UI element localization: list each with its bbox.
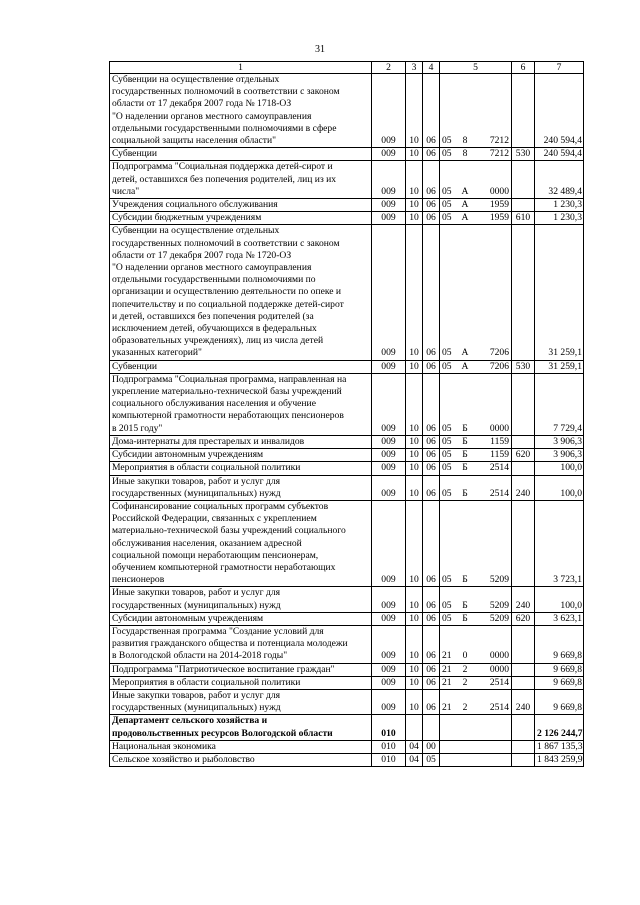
section-code: 10 xyxy=(406,435,423,448)
expense-type-code: 530 xyxy=(512,360,535,373)
target-article-part: 05 xyxy=(442,462,452,474)
admin-code: 009 xyxy=(372,475,406,500)
amount: 1 230,3 xyxy=(535,199,584,212)
target-article-part: 05 xyxy=(442,487,452,499)
amount: 240 594,4 xyxy=(535,74,584,148)
expense-type-code: 610 xyxy=(512,212,535,225)
amount: 1 230,3 xyxy=(535,212,584,225)
admin-code: 010 xyxy=(372,715,406,740)
section-code: 10 xyxy=(406,449,423,462)
section-code: 10 xyxy=(406,676,423,689)
header-row xyxy=(110,62,584,74)
section-code: 10 xyxy=(406,360,423,373)
target-article-part: 21 xyxy=(442,663,452,675)
target-article-part: Б xyxy=(462,612,468,624)
amount: 2 126 244,7 xyxy=(535,715,584,740)
target-article-part: 7212 xyxy=(489,148,509,160)
section-code: 10 xyxy=(406,199,423,212)
target-article-part: 2 xyxy=(462,663,468,675)
expense-type-code: 620 xyxy=(512,449,535,462)
target-article-part: Б xyxy=(462,462,468,474)
target-article-part: 5209 xyxy=(489,599,509,611)
admin-code: 009 xyxy=(372,199,406,212)
table-row xyxy=(110,161,584,199)
expense-type-code xyxy=(512,625,535,663)
admin-code: 009 xyxy=(372,373,406,435)
target-article-part: 2514 xyxy=(489,462,509,474)
row-name: Подпрограмма "Социальная поддержка детей-сирот и детей, оставшихся без попечения родителей, лиц из их числа" xyxy=(110,161,372,199)
row-name: Мероприятия в области социальной политики xyxy=(110,462,372,475)
page-number: 31 xyxy=(315,44,325,55)
target-article-code xyxy=(440,663,512,676)
amount: 1 867 135,3 xyxy=(535,740,584,753)
target-article-code xyxy=(440,225,512,360)
target-article-part: 0 xyxy=(462,650,468,662)
section-code: 04 xyxy=(406,753,423,766)
section-code: 10 xyxy=(406,148,423,161)
row-name: Субсидии автономным учреждениям xyxy=(110,449,372,462)
table-row xyxy=(110,753,584,766)
table-row xyxy=(110,500,584,586)
target-article-code xyxy=(440,360,512,373)
target-article-part: Б xyxy=(462,487,468,499)
table-row xyxy=(110,148,584,161)
table-row xyxy=(110,475,584,500)
admin-code: 009 xyxy=(372,225,406,360)
header-cell: 3 xyxy=(406,62,423,74)
amount: 3 723,1 xyxy=(535,500,584,586)
subsection-code: 05 xyxy=(423,753,440,766)
expense-type-code: 240 xyxy=(512,587,535,612)
row-name: Субсидии бюджетным учреждениям xyxy=(110,212,372,225)
target-article-part: 1159 xyxy=(490,435,509,447)
expense-type-code xyxy=(512,199,535,212)
subsection-code: 06 xyxy=(423,587,440,612)
amount: 100,0 xyxy=(535,462,584,475)
target-article-part: 0000 xyxy=(489,663,509,675)
target-article-code xyxy=(440,199,512,212)
section-code: 10 xyxy=(406,74,423,148)
target-article-part: 5209 xyxy=(489,612,509,624)
table-row xyxy=(110,449,584,462)
admin-code: 009 xyxy=(372,161,406,199)
target-article-part: А xyxy=(461,347,469,359)
target-article-part: 8 xyxy=(462,135,468,147)
header-cell: 5 xyxy=(440,62,512,74)
expense-type-code: 240 xyxy=(512,689,535,714)
section-code: 10 xyxy=(406,612,423,625)
target-article-code xyxy=(440,462,512,475)
amount: 3 906,3 xyxy=(535,435,584,448)
target-article-part: Б xyxy=(462,574,468,586)
section-code: 04 xyxy=(406,740,423,753)
admin-code: 009 xyxy=(372,148,406,161)
target-article-part: 05 xyxy=(442,574,452,586)
expense-type-code xyxy=(512,676,535,689)
target-article-part: А xyxy=(461,185,469,197)
amount: 100,0 xyxy=(535,475,584,500)
target-article-code xyxy=(440,740,512,753)
target-article-part: 05 xyxy=(442,599,452,611)
target-article-part: 7206 xyxy=(489,347,509,359)
admin-code: 009 xyxy=(372,612,406,625)
subsection-code: 06 xyxy=(423,74,440,148)
row-name: Дома-интернаты для престарелых и инвалидов xyxy=(110,435,372,448)
subsection-code: 06 xyxy=(423,500,440,586)
table-row xyxy=(110,225,584,360)
budget-table xyxy=(109,61,584,767)
amount: 31 259,1 xyxy=(535,360,584,373)
header-cell: 7 xyxy=(535,62,584,74)
target-article-part: 05 xyxy=(442,360,452,372)
table-row xyxy=(110,199,584,212)
admin-code: 010 xyxy=(372,740,406,753)
section-code: 10 xyxy=(406,373,423,435)
subsection-code: 06 xyxy=(423,199,440,212)
target-article-part: 05 xyxy=(442,449,452,461)
target-article-part: 0000 xyxy=(489,422,509,434)
amount: 240 594,4 xyxy=(535,148,584,161)
subsection-code xyxy=(423,715,440,740)
target-article-part: 2514 xyxy=(489,487,509,499)
target-article-code xyxy=(440,212,512,225)
target-article-code xyxy=(440,475,512,500)
row-name: Софинансирование социальных программ субъектов Российской Федерации, связанных с укреплением материально-технической базы учреждений социального обслуживания населения, оказанием адресной социальной помощи неработающим пенсионерам, обучением компьютерной грамотности неработающих пенсионеров xyxy=(110,500,372,586)
expense-type-code xyxy=(512,435,535,448)
admin-code: 009 xyxy=(372,625,406,663)
admin-code: 009 xyxy=(372,587,406,612)
target-article-code xyxy=(440,689,512,714)
amount: 1 843 259,9 xyxy=(535,753,584,766)
amount: 31 259,1 xyxy=(535,225,584,360)
subsection-code: 06 xyxy=(423,212,440,225)
section-code: 10 xyxy=(406,161,423,199)
target-article-code xyxy=(440,612,512,625)
section-code: 10 xyxy=(406,587,423,612)
target-article-part: 05 xyxy=(442,435,452,447)
admin-code: 009 xyxy=(372,360,406,373)
header-cell: 2 xyxy=(372,62,406,74)
expense-type-code xyxy=(512,74,535,148)
subsection-code: 06 xyxy=(423,475,440,500)
target-article-part: 21 xyxy=(442,676,452,688)
amount: 3 906,3 xyxy=(535,449,584,462)
target-article-part: Б xyxy=(462,422,468,434)
subsection-code: 06 xyxy=(423,148,440,161)
amount: 100,0 xyxy=(535,587,584,612)
admin-code: 009 xyxy=(372,435,406,448)
row-name: Подпрограмма "Патриотическое воспитание граждан" xyxy=(110,663,372,676)
admin-code: 010 xyxy=(372,753,406,766)
row-name: Сельское хозяйство и рыболовство xyxy=(110,753,372,766)
target-article-part: 7212 xyxy=(489,135,509,147)
subsection-code: 06 xyxy=(423,360,440,373)
table-row xyxy=(110,373,584,435)
expense-type-code xyxy=(512,500,535,586)
expense-type-code xyxy=(512,715,535,740)
expense-type-code xyxy=(512,740,535,753)
target-article-part: 7206 xyxy=(489,360,509,372)
section-code: 10 xyxy=(406,462,423,475)
target-article-part: 0000 xyxy=(489,650,509,662)
target-article-part: 21 xyxy=(442,702,452,714)
target-article-part: 05 xyxy=(442,199,452,211)
target-article-part: 2514 xyxy=(489,702,509,714)
expense-type-code xyxy=(512,462,535,475)
table-row xyxy=(110,740,584,753)
subsection-code: 06 xyxy=(423,612,440,625)
target-article-code xyxy=(440,625,512,663)
subsection-code: 06 xyxy=(423,449,440,462)
table-row xyxy=(110,462,584,475)
target-article-code xyxy=(440,449,512,462)
amount: 32 489,4 xyxy=(535,161,584,199)
target-article-part: 1959 xyxy=(489,212,509,224)
table-row xyxy=(110,360,584,373)
target-article-part: 0000 xyxy=(489,185,509,197)
target-article-part: А xyxy=(461,212,469,224)
expense-type-code xyxy=(512,373,535,435)
section-code: 10 xyxy=(406,212,423,225)
section-code: 10 xyxy=(406,500,423,586)
table-body xyxy=(110,74,584,767)
subsection-code: 06 xyxy=(423,373,440,435)
table-row xyxy=(110,587,584,612)
target-article-code xyxy=(440,753,512,766)
table-row xyxy=(110,612,584,625)
section-code: 10 xyxy=(406,225,423,360)
row-name: Подпрограмма "Социальная программа, направленная на укрепление материально-технической базы учреждений социального обслуживания населения и обучение компьютерной грамотности неработающих пенсионеров в 2015 году" xyxy=(110,373,372,435)
target-article-part: 2 xyxy=(462,702,468,714)
section-code: 10 xyxy=(406,663,423,676)
table-row xyxy=(110,74,584,148)
row-name: Национальная экономика xyxy=(110,740,372,753)
amount: 9 669,8 xyxy=(535,689,584,714)
row-name: Иные закупки товаров, работ и услуг для государственных (муниципальных) нужд xyxy=(110,475,372,500)
admin-code: 009 xyxy=(372,676,406,689)
section-code: 10 xyxy=(406,689,423,714)
target-article-part: 1959 xyxy=(489,199,509,211)
subsection-code: 06 xyxy=(423,625,440,663)
subsection-code: 06 xyxy=(423,161,440,199)
target-article-code xyxy=(440,587,512,612)
header-cell: 4 xyxy=(423,62,440,74)
row-name: Учреждения социального обслуживания xyxy=(110,199,372,212)
expense-type-code xyxy=(512,161,535,199)
subsection-code: 06 xyxy=(423,676,440,689)
header-cell: 6 xyxy=(512,62,535,74)
target-article-part: 5209 xyxy=(489,574,509,586)
target-article-part: А xyxy=(461,199,469,211)
subsection-code: 00 xyxy=(423,740,440,753)
target-article-part: А xyxy=(461,360,469,372)
target-article-part: Б xyxy=(462,435,468,447)
table-row xyxy=(110,715,584,740)
target-article-part: 05 xyxy=(442,347,452,359)
target-article-code xyxy=(440,676,512,689)
admin-code: 009 xyxy=(372,663,406,676)
target-article-part: 8 xyxy=(462,148,468,160)
target-article-code xyxy=(440,373,512,435)
table-row xyxy=(110,689,584,714)
section-code: 10 xyxy=(406,475,423,500)
target-article-code xyxy=(440,500,512,586)
admin-code: 009 xyxy=(372,689,406,714)
expense-type-code: 530 xyxy=(512,148,535,161)
header-cell: 1 xyxy=(110,62,372,74)
target-article-part: 21 xyxy=(442,650,452,662)
table-row xyxy=(110,435,584,448)
section-code: 10 xyxy=(406,625,423,663)
expense-type-code: 240 xyxy=(512,475,535,500)
admin-code: 009 xyxy=(372,74,406,148)
row-name: Субвенции на осуществление отдельных государственных полномочий в соответствии с законом области от 17 декабря 2007 года № 1718-ОЗ "О наделении органов местного самоуправления отдельными государственными полномочиями в сфере социальной защиты населения области" xyxy=(110,74,372,148)
amount: 9 669,8 xyxy=(535,625,584,663)
target-article-part: 1159 xyxy=(490,449,509,461)
amount: 3 623,1 xyxy=(535,612,584,625)
subsection-code: 06 xyxy=(423,435,440,448)
admin-code: 009 xyxy=(372,212,406,225)
section-code xyxy=(406,715,423,740)
row-name: Субвенции xyxy=(110,360,372,373)
target-article-part: Б xyxy=(462,599,468,611)
row-name: Субвенции xyxy=(110,148,372,161)
admin-code: 009 xyxy=(372,500,406,586)
subsection-code: 06 xyxy=(423,663,440,676)
subsection-code: 06 xyxy=(423,689,440,714)
table-row xyxy=(110,625,584,663)
expense-type-code xyxy=(512,753,535,766)
target-article-part: 05 xyxy=(442,148,452,160)
row-name: Государственная программа "Создание условий для развития гражданского общества и потенциала молодежи в Вологодской области на 2014-2018 годы" xyxy=(110,625,372,663)
target-article-code xyxy=(440,715,512,740)
table-row xyxy=(110,676,584,689)
expense-type-code xyxy=(512,225,535,360)
target-article-code xyxy=(440,74,512,148)
row-name: Иные закупки товаров, работ и услуг для государственных (муниципальных) нужд xyxy=(110,689,372,714)
target-article-part: 05 xyxy=(442,185,452,197)
target-article-part: 05 xyxy=(442,612,452,624)
admin-code: 009 xyxy=(372,449,406,462)
expense-type-code xyxy=(512,663,535,676)
amount: 9 669,8 xyxy=(535,663,584,676)
target-article-part: 05 xyxy=(442,422,452,434)
target-article-code xyxy=(440,148,512,161)
target-article-part: 2514 xyxy=(489,676,509,688)
row-name: Иные закупки товаров, работ и услуг для государственных (муниципальных) нужд xyxy=(110,587,372,612)
target-article-part: 05 xyxy=(442,135,452,147)
row-name: Департамент сельского хозяйства и продовольственных ресурсов Вологодской области xyxy=(110,715,372,740)
target-article-code xyxy=(440,161,512,199)
admin-code: 009 xyxy=(372,462,406,475)
row-name: Субсидии автономным учреждениям xyxy=(110,612,372,625)
table-row xyxy=(110,212,584,225)
target-article-code xyxy=(440,435,512,448)
target-article-part: 05 xyxy=(442,212,452,224)
subsection-code: 06 xyxy=(423,462,440,475)
amount: 9 669,8 xyxy=(535,676,584,689)
target-article-part: 2 xyxy=(462,676,468,688)
row-name: Субвенции на осуществление отдельных государственных полномочий в соответствии с законом области от 17 декабря 2007 года № 1720-ОЗ "О наделении органов местного самоуправления отдельными государственными полномочиями по организации и осуществлению деятельности по опеке и попечительству и по социальной поддержке детей-сирот и детей, оставшихся без попечения родителей (за исключением детей, обучающихся в федеральных образовательных учреждениях), лиц из числа детей указанных категорий" xyxy=(110,225,372,360)
target-article-part: Б xyxy=(462,449,468,461)
subsection-code: 06 xyxy=(423,225,440,360)
table-row xyxy=(110,663,584,676)
amount: 7 729,4 xyxy=(535,373,584,435)
row-name: Мероприятия в области социальной политики xyxy=(110,676,372,689)
expense-type-code: 620 xyxy=(512,612,535,625)
